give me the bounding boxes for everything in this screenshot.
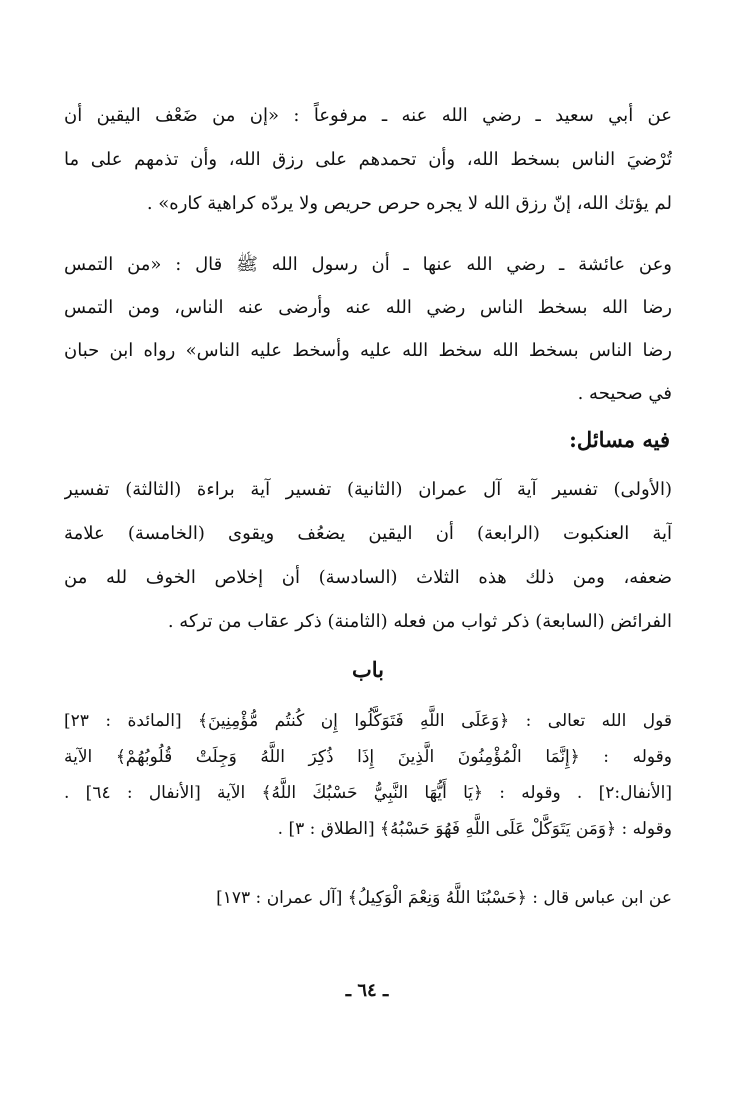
- text-line: ضعفه، ومن ذلك هذه الثلاث (السادسة) أن إخلاص الخوف لله من: [64, 567, 672, 588]
- text-line: في صحيحه .: [577, 383, 672, 404]
- text-line: (الأولى) تفسير آية آل عمران (الثانية) تفسير آية براءة (الثالثة) تفسير: [64, 479, 672, 500]
- page-number: ـ ٦٤ ـ: [345, 980, 389, 1001]
- text-line: آية العنكبوت (الرابعة) أن اليقين يضعُف ويقوى (الخامسة) علامة: [64, 523, 672, 544]
- verse-line: وقوله : ﴿إِنَّمَا الْمُؤْمِنُونَ الَّذِينَ إِذَا ذُكِرَ اللَّهُ وَجِلَتْ قُلُوبُهُمْ﴾ الآية: [64, 747, 672, 767]
- verse-line: قول الله تعالى : ﴿وَعَلَى اللَّهِ فَتَوَكَّلُوا إِن كُنتُم مُّؤْمِنِينَ﴾ [المائدة : ٢٣]: [64, 711, 672, 731]
- text-line: عن أبي سعيد ـ رضي الله عنه ـ مرفوعاً : «إن من ضَعْف اليقين أن: [64, 105, 672, 126]
- hadith-aisha: [64, 243, 672, 415]
- verse-line: [الأنفال:٢] . وقوله : ﴿يَا أَيُّهَا النَّبِيُّ حَسْبُكَ اللَّهُ﴾ الآية [الأنفال : ٦٤] .: [64, 783, 672, 803]
- verse-line: عن ابن عباس قال : ﴿حَسْبُنَا اللَّهُ وَنِعْمَ الْوَكِيلُ﴾ [آل عمران : ١٧٣]: [216, 888, 672, 908]
- ibn-abbas-narration: [64, 880, 672, 916]
- chapter-verses: [64, 703, 672, 847]
- text-line: وعن عائشة ـ رضي الله عنها ـ أن رسول الله ﷺ قال : «من التمس: [64, 254, 672, 275]
- hadith-abu-saeed: [64, 94, 672, 226]
- issues-heading: فيه مسائل:: [569, 427, 670, 452]
- text-line: لم يؤتك الله، إنّ رزق الله لا يجره حرص حريص ولا يردّه كراهية كاره» .: [146, 193, 672, 214]
- text-line: الفرائض (السابعة) ذكر ثواب من فعله (الثامنة) ذكر عقاب من تركه .: [167, 611, 672, 632]
- chapter-title: باب: [351, 657, 384, 682]
- text-line: رضا الناس بسخط الله سخط الله عليه وأسخط عليه الناس» رواه ابن حبان: [64, 340, 672, 361]
- verse-line: وقوله : ﴿وَمَن يَتَوَكَّلْ عَلَى اللَّهِ فَهُوَ حَسْبُهُ﴾ [الطلاق : ٣] .: [277, 819, 672, 839]
- text-line: تُرْضيَ الناس بسخط الله، وأن تحمدهم على رزق الله، وأن تذمهم على ما: [64, 149, 672, 170]
- text-line: رضا الله بسخط الناس رضي الله عنه وأرضى عنه الناس، ومن التمس: [64, 297, 672, 318]
- issues-list: [64, 468, 672, 644]
